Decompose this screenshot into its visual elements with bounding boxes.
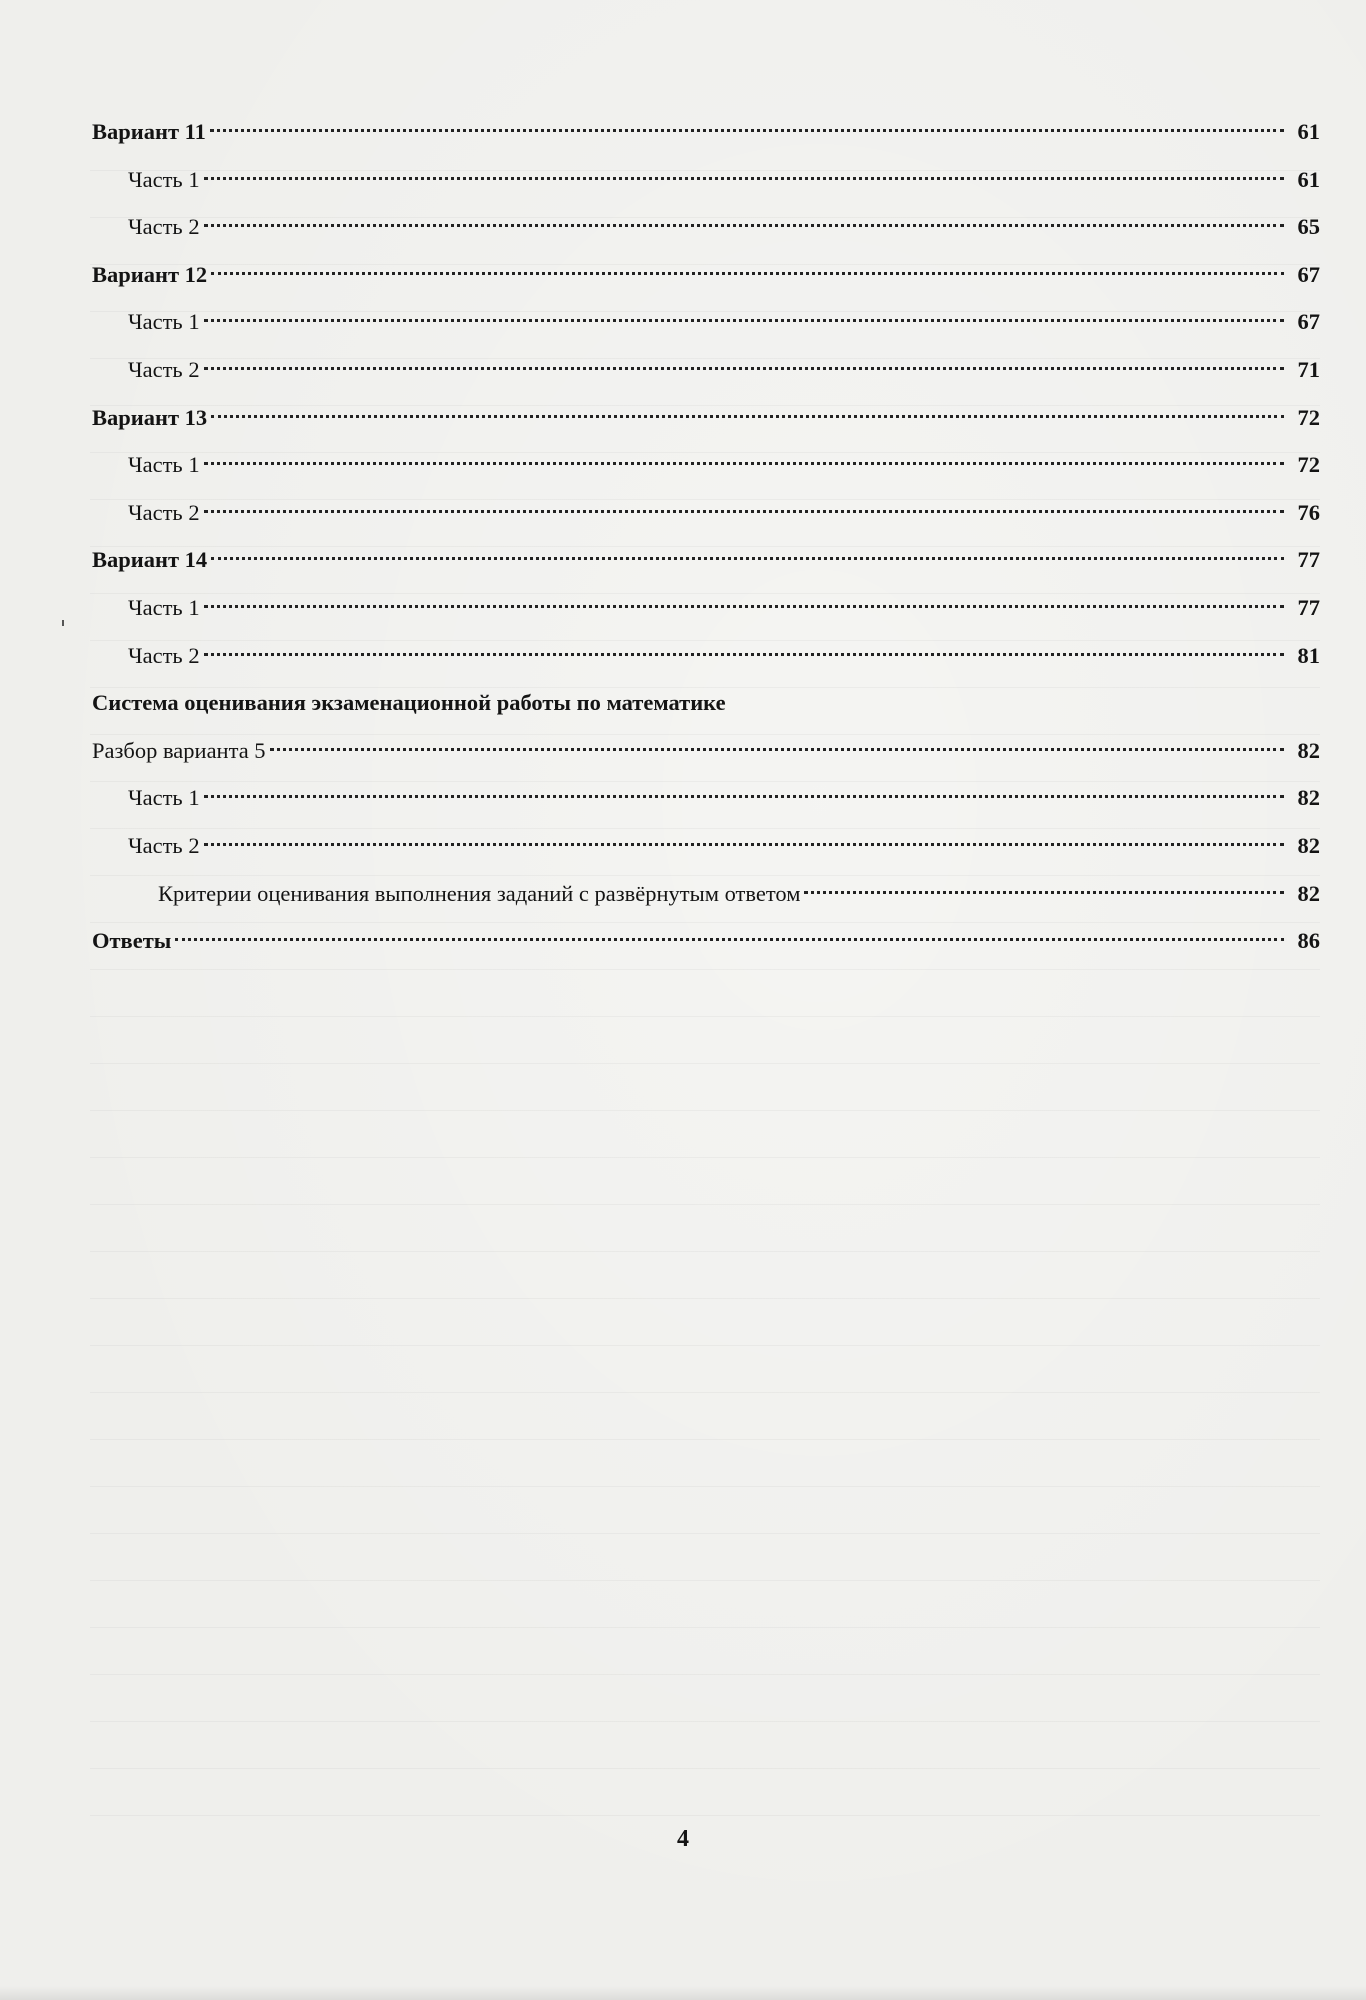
- toc-label: Часть 2: [128, 356, 200, 382]
- toc-row-variant-13-part-2[interactable]: [92, 489, 1320, 537]
- dot-leader: [204, 462, 1284, 465]
- scan-bottom-shadow: [0, 1986, 1366, 2000]
- toc-page-number: 77: [1297, 547, 1320, 573]
- toc-row-variant-13[interactable]: [92, 394, 1320, 442]
- toc-row-variant-11-part-1[interactable]: [92, 156, 1320, 204]
- toc-label: Разбор варианта 5: [92, 737, 266, 763]
- toc-row-variant-14[interactable]: [92, 536, 1320, 584]
- dot-leader: [204, 795, 1284, 798]
- page-number: 4: [677, 1826, 689, 1852]
- toc-page-number: 67: [1297, 261, 1320, 287]
- table-of-contents: [92, 108, 1320, 965]
- toc-row-variant-11-part-2[interactable]: [92, 203, 1320, 251]
- toc-label: Ответы: [92, 928, 172, 954]
- toc-page-number: 61: [1297, 166, 1320, 192]
- toc-section-label: Система оценивания экзаменационной работы по математике: [92, 690, 726, 716]
- toc-row-analysis-variant-5[interactable]: [92, 727, 1320, 775]
- toc-row-variant-12[interactable]: [92, 251, 1320, 299]
- toc-row-grading-criteria[interactable]: [92, 870, 1320, 918]
- dot-leader: [211, 557, 1284, 560]
- toc-label: Часть 1: [128, 785, 200, 811]
- toc-label: Вариант 13: [92, 404, 208, 430]
- toc-section-heading-grading-system: [92, 679, 1320, 727]
- toc-page-number: 82: [1297, 832, 1320, 858]
- toc-page-number: 67: [1297, 309, 1320, 335]
- dot-leader: [204, 177, 1284, 180]
- dot-leader: [804, 891, 1284, 894]
- dot-leader: [211, 272, 1284, 275]
- toc-row-variant-12-part-1[interactable]: [92, 298, 1320, 346]
- toc-row-variant-14-part-2[interactable]: [92, 632, 1320, 680]
- toc-row-variant-13-part-1[interactable]: [92, 441, 1320, 489]
- toc-page-number: 82: [1297, 880, 1320, 906]
- toc-label: Часть 2: [128, 642, 200, 668]
- toc-row-analysis-part-2[interactable]: [92, 822, 1320, 870]
- toc-label: Часть 2: [128, 214, 200, 240]
- toc-label: Вариант 11: [92, 119, 206, 144]
- toc-row-analysis-part-1[interactable]: [92, 774, 1320, 822]
- toc-page-number: 71: [1297, 356, 1320, 382]
- toc-row-variant-11[interactable]: [92, 108, 1320, 156]
- toc-label: Часть 1: [128, 594, 200, 620]
- toc-label: Часть 2: [128, 832, 200, 858]
- toc-page-number: 81: [1297, 642, 1320, 668]
- toc-page-number: 82: [1297, 737, 1320, 763]
- toc-page-number: 76: [1297, 499, 1320, 525]
- toc-row-answers[interactable]: [92, 917, 1320, 965]
- toc-page-number: 77: [1297, 594, 1320, 620]
- dot-leader: [270, 748, 1284, 751]
- toc-label: Часть 2: [128, 499, 200, 525]
- dot-leader: [204, 367, 1284, 370]
- dot-leader: [204, 653, 1284, 656]
- dot-leader: [204, 319, 1284, 322]
- toc-page-number: 61: [1297, 119, 1320, 144]
- dot-leader: [175, 938, 1284, 941]
- toc-page-number: 82: [1297, 785, 1320, 811]
- scan-speck: [62, 620, 64, 626]
- toc-page-number: 72: [1297, 404, 1320, 430]
- dot-leader: [204, 224, 1284, 227]
- dot-leader: [210, 129, 1284, 132]
- toc-row-variant-12-part-2[interactable]: [92, 346, 1320, 394]
- toc-label: Часть 1: [128, 309, 200, 335]
- dot-leader: [204, 605, 1284, 608]
- dot-leader: [211, 415, 1284, 418]
- toc-label: Вариант 14: [92, 547, 208, 573]
- toc-page-number: 65: [1297, 214, 1320, 240]
- toc-label: Часть 1: [128, 452, 200, 478]
- toc-page-number: 86: [1297, 928, 1320, 954]
- toc-label: Вариант 12: [92, 261, 208, 287]
- toc-row-variant-14-part-1[interactable]: [92, 584, 1320, 632]
- dot-leader: [204, 510, 1284, 513]
- toc-page-number: 72: [1297, 452, 1320, 478]
- toc-label: Часть 1: [128, 166, 200, 192]
- dot-leader: [204, 843, 1284, 846]
- toc-label: Критерии оценивания выполнения заданий с развёрнутым ответом: [158, 880, 801, 906]
